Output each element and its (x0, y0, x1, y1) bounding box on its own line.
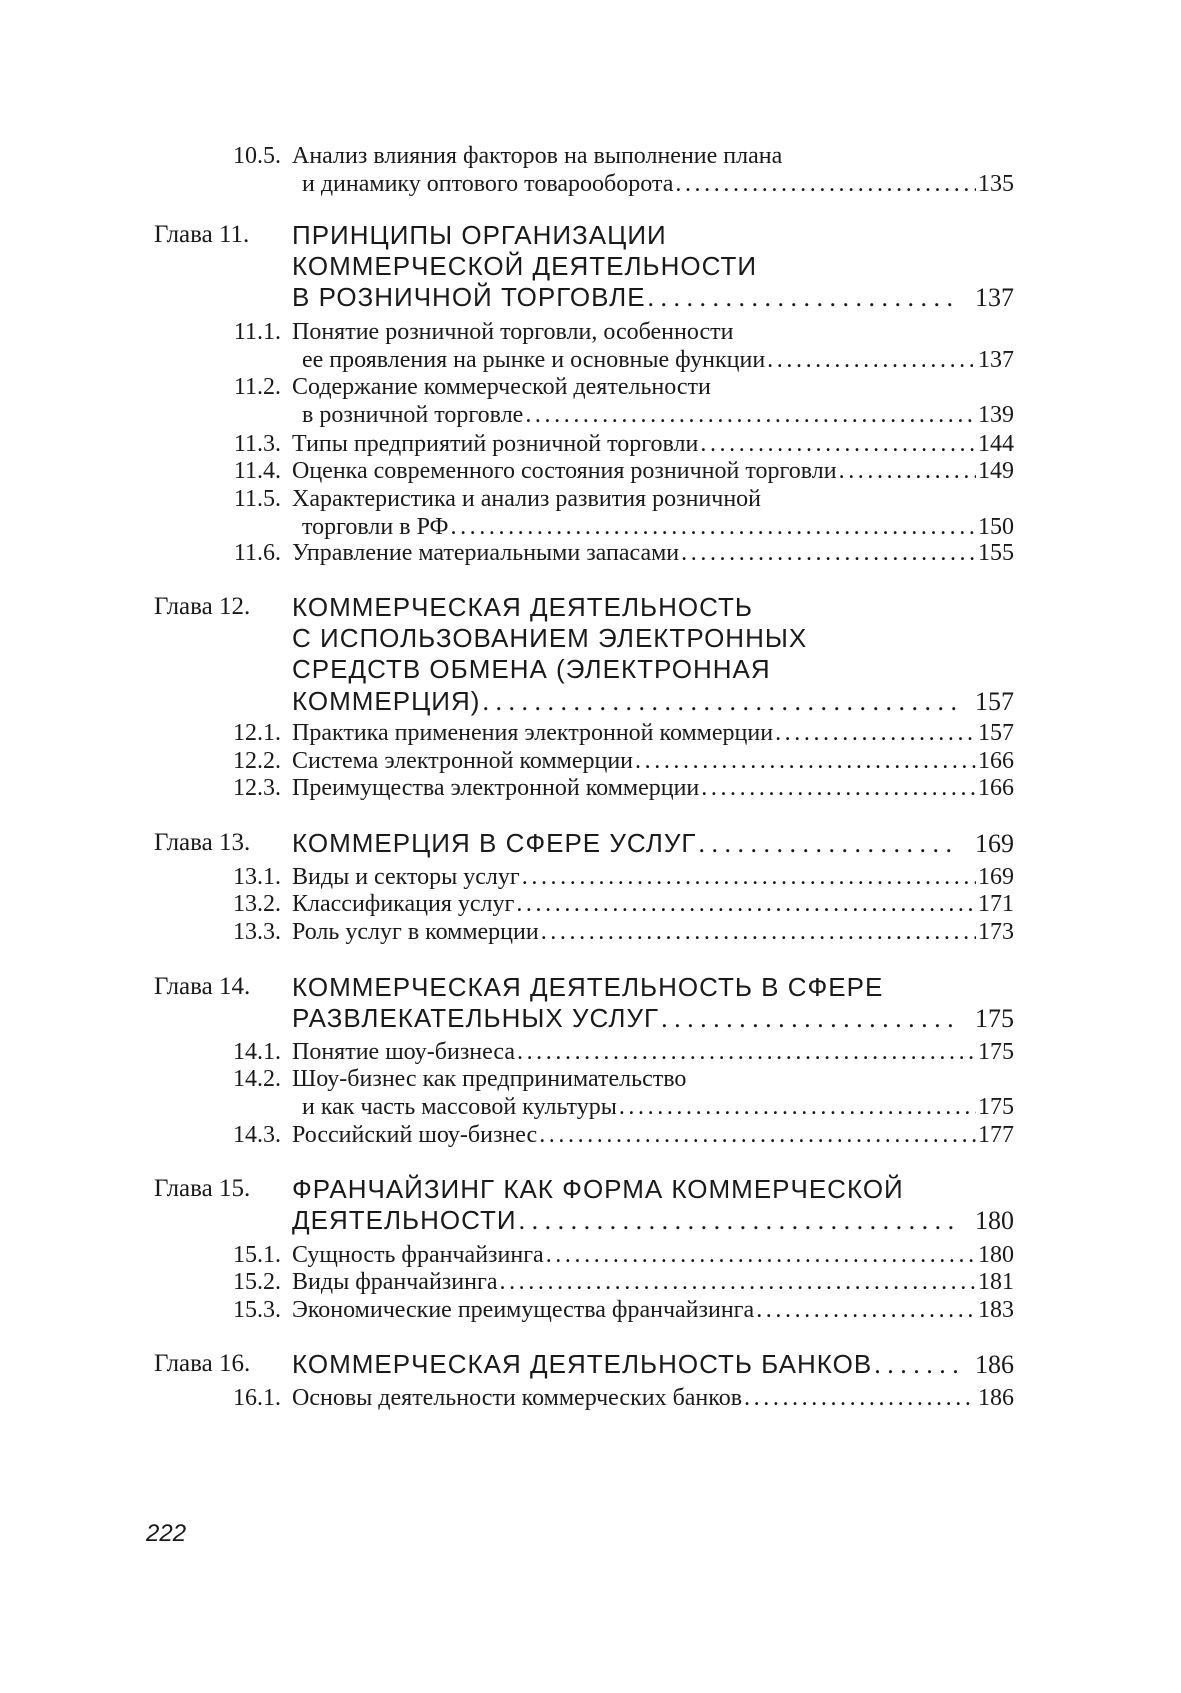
section-number: 11.3. (233, 431, 281, 457)
page-ref: 171 (978, 891, 1014, 917)
section-title (302, 1092, 1014, 1122)
leader-dots (499, 1267, 976, 1297)
chapter-line (154, 249, 1014, 283)
page-ref: 135 (978, 170, 1014, 197)
leader-dots (701, 773, 976, 803)
section-line (154, 400, 1014, 430)
page-ref: 150 (978, 513, 1014, 540)
section-title-text: Управление материальными запасами (292, 540, 680, 566)
chapter-title-text: КОММЕРЧЕСКОЙ ДЕЯТЕЛЬНОСТИ (292, 251, 758, 282)
chapter-label: Глава 15. (154, 1175, 251, 1202)
section-number: 14.2. (233, 1066, 281, 1092)
section-title-text: в розничной торговле (302, 401, 524, 428)
section-number: 15.2. (233, 1269, 281, 1295)
section-title-text: Понятие розничной торговли, особенности (292, 319, 734, 345)
section-line (154, 456, 1014, 486)
page-ref: 186 (978, 1385, 1014, 1411)
page-number: 222 (146, 1520, 187, 1547)
section-line (154, 317, 1014, 347)
section-title-text: Оценка современного состояния розничной торговли (292, 458, 837, 484)
page-ref: 175 (978, 1039, 1014, 1065)
leader-dots (756, 1295, 976, 1325)
section-line (154, 429, 1014, 459)
leader-dots (635, 746, 976, 776)
page-ref: 157 (975, 686, 1014, 716)
chapter-title (292, 826, 1014, 861)
section-number: 11.2. (233, 374, 281, 400)
leader-dots (767, 345, 976, 375)
chapter-title (292, 1001, 1014, 1036)
section-line (154, 889, 1014, 919)
section-title (302, 400, 1014, 430)
section-line (154, 372, 1014, 402)
section-line (154, 1383, 1014, 1413)
section-number: 11.1. (233, 319, 281, 345)
chapter-line (154, 218, 1014, 252)
chapter-label: Глава 14. (154, 973, 251, 1000)
page-ref: 169 (978, 864, 1014, 890)
leader-dots (874, 1348, 959, 1382)
page-ref: 139 (978, 401, 1014, 428)
chapter-label: Глава 11. (154, 221, 250, 248)
section-number: 11.6. (233, 540, 281, 566)
section-title-text: Типы предприятий розничной торговли (292, 431, 699, 457)
section-title (292, 456, 1014, 486)
section-line (154, 773, 1014, 803)
chapter-title-text: В РОЗНИЧНОЙ ТОРГОВЛЕ (292, 282, 646, 313)
section-title (292, 718, 1014, 748)
section-title-text: Система электронной коммерции (292, 748, 634, 774)
chapter-title (292, 1203, 1014, 1238)
section-number: 14.3. (233, 1122, 281, 1148)
section-number: 12.2. (233, 748, 281, 774)
section-line (154, 1120, 1014, 1150)
section-title (292, 917, 1014, 947)
section-title (292, 317, 1014, 347)
section-title (292, 484, 1014, 514)
leader-dots (648, 281, 959, 315)
section-title (302, 169, 1014, 199)
section-number: 11.4. (233, 458, 281, 484)
chapter-line (154, 826, 1014, 860)
page-ref: 186 (975, 1350, 1014, 1379)
chapter-line (154, 684, 1014, 718)
leader-dots (519, 1204, 959, 1238)
section-number: 15.3. (233, 1297, 281, 1323)
section-line (154, 345, 1014, 375)
page-ref: 180 (975, 1206, 1014, 1236)
leader-dots (539, 1120, 976, 1150)
section-line (154, 484, 1014, 514)
chapter-title-text: ПРИНЦИПЫ ОРГАНИЗАЦИИ (292, 220, 667, 250)
section-title-text: торговли в РФ (302, 513, 449, 540)
section-title-text: Сущность франчайзинга (292, 1242, 544, 1268)
chapter-title (292, 621, 1014, 655)
chapter-title-text: ФРАНЧАЙЗИНГ КАК ФОРМА КОММЕРЧЕСКОЙ (292, 1174, 904, 1204)
leader-dots (619, 1092, 976, 1122)
page-ref: 155 (978, 540, 1014, 566)
section-title (292, 1295, 1014, 1325)
leader-dots (775, 718, 976, 748)
page-ref: 175 (975, 1004, 1014, 1034)
chapter-line (154, 621, 1014, 655)
page-ref: 181 (978, 1269, 1014, 1295)
section-title (292, 538, 1014, 568)
section-title-text: Роль услуг в коммерции (292, 919, 539, 945)
section-title-text: Шоу-бизнес как предпринимательство (292, 1066, 687, 1092)
section-title (292, 141, 1014, 171)
section-title-text: Экономические преимущества франчайзинга (292, 1297, 755, 1323)
section-line (154, 1240, 1014, 1270)
section-title (292, 372, 1014, 402)
section-number: 10.5. (233, 143, 281, 169)
leader-dots (516, 889, 976, 919)
leader-dots (522, 862, 976, 892)
section-number: 12.3. (233, 775, 281, 801)
page-ref: 166 (978, 775, 1014, 801)
chapter-label: Глава 13. (154, 829, 251, 856)
leader-dots (698, 827, 959, 861)
section-title-text: Анализ влияния факторов на выполнение плана (292, 143, 783, 169)
section-title-text: Практика применения электронной коммерции (292, 720, 774, 746)
leader-dots (517, 1037, 976, 1067)
section-line (154, 1092, 1014, 1122)
section-line (154, 862, 1014, 892)
chapter-line (154, 1172, 1014, 1206)
leader-dots (661, 1002, 959, 1036)
page-ref: 180 (978, 1242, 1014, 1268)
section-title (302, 345, 1014, 375)
section-title (292, 862, 1014, 892)
section-title-text: и динамику оптового товарооборота (302, 170, 674, 197)
section-title (292, 1240, 1014, 1270)
chapter-label: Глава 12. (154, 593, 251, 620)
chapter-line (154, 280, 1014, 314)
section-number: 13.2. (233, 891, 281, 917)
section-line (154, 746, 1014, 776)
chapter-title (292, 1347, 1014, 1382)
leader-dots (744, 1383, 976, 1413)
leader-dots (681, 538, 976, 568)
chapter-label: Глава 16. (154, 1350, 251, 1377)
section-title (292, 889, 1014, 919)
page-ref: 166 (978, 748, 1014, 774)
section-number: 11.5. (233, 486, 281, 512)
chapter-title (292, 652, 1014, 686)
section-title (292, 746, 1014, 776)
section-number: 13.1. (233, 864, 281, 890)
chapter-line (154, 970, 1014, 1004)
chapter-line (154, 590, 1014, 624)
chapter-line (154, 1347, 1014, 1381)
page-ref: 173 (978, 919, 1014, 945)
section-line (154, 141, 1014, 171)
chapter-line (154, 1001, 1014, 1035)
section-title (292, 773, 1014, 803)
page-ref: 175 (978, 1093, 1014, 1120)
chapter-title-text: С ИСПОЛЬЗОВАНИЕМ ЭЛЕКТРОННЫХ (292, 623, 808, 654)
section-title (292, 1383, 1014, 1413)
section-title-text: Виды и секторы услуг (292, 864, 520, 890)
page-ref: 149 (978, 458, 1014, 484)
chapter-title-text: РАЗВЛЕКАТЕЛЬНЫХ УСЛУГ (292, 1003, 660, 1034)
section-number: 13.3. (233, 919, 281, 945)
leader-dots (546, 1240, 976, 1270)
section-line (154, 538, 1014, 568)
section-number: 12.1. (233, 720, 281, 746)
chapter-title (292, 1172, 1014, 1206)
chapter-title (292, 684, 1014, 719)
section-title-text: Основы деятельности коммерческих банков (292, 1385, 743, 1411)
section-title-text: ее проявления на рынке и основные функции (302, 346, 766, 373)
page-ref: 169 (975, 829, 1014, 858)
leader-dots (839, 456, 976, 486)
section-line (154, 1064, 1014, 1094)
page-ref: 157 (978, 720, 1014, 746)
section-title (292, 1267, 1014, 1297)
section-title-text: Содержание коммерческой деятельности (292, 374, 711, 400)
section-title-text: Виды франчайзинга (292, 1269, 498, 1295)
section-number: 14.1. (233, 1039, 281, 1065)
page-ref: 183 (978, 1297, 1014, 1323)
chapter-line (154, 652, 1014, 686)
section-title (292, 1120, 1014, 1150)
section-line (154, 169, 1014, 199)
chapter-title-text: КОММЕРЧЕСКАЯ ДЕЯТЕЛЬНОСТЬ БАНКОВ (292, 1349, 873, 1379)
section-number: 15.1. (233, 1242, 281, 1268)
section-title-text: Преимущества электронной коммерции (292, 775, 700, 801)
chapter-title-text: КОММЕРЦИЯ В СФЕРЕ УСЛУГ (292, 828, 697, 858)
chapter-title-text: КОММЕРЦИЯ) (292, 685, 481, 716)
chapter-title (292, 249, 1014, 283)
leader-dots (700, 429, 976, 459)
section-title-text: Классификация услуг (292, 891, 515, 917)
leader-dots (482, 685, 959, 719)
leader-dots (525, 400, 976, 430)
chapter-title (292, 590, 1014, 624)
section-title-text: Понятие шоу-бизнеса (292, 1039, 515, 1065)
section-title-text: Российский шоу-бизнес (292, 1122, 538, 1148)
leader-dots (541, 917, 976, 947)
page-ref: 137 (978, 346, 1014, 373)
section-title-text: и как часть массовой культуры (302, 1093, 617, 1120)
section-title-text: Характеристика и анализ развития розничной (292, 486, 762, 512)
page-ref: 177 (978, 1122, 1014, 1148)
section-line (154, 1295, 1014, 1325)
chapter-title (292, 280, 1014, 315)
section-title (292, 429, 1014, 459)
chapter-title (292, 970, 1014, 1004)
leader-dots (675, 169, 976, 199)
chapter-title-text: КОММЕРЧЕСКАЯ ДЕЯТЕЛЬНОСТЬ (292, 592, 753, 622)
section-title (292, 1037, 1014, 1067)
section-title (292, 1064, 1014, 1094)
chapter-title-text: КОММЕРЧЕСКАЯ ДЕЯТЕЛЬНОСТЬ В СФЕРЕ (292, 972, 884, 1002)
section-line (154, 917, 1014, 947)
chapter-title (292, 218, 1014, 252)
page-ref: 144 (978, 431, 1014, 457)
section-line (154, 718, 1014, 748)
section-line (154, 1037, 1014, 1067)
chapter-title-text: СРЕДСТВ ОБМЕНА (ЭЛЕКТРОННАЯ (292, 654, 771, 685)
section-line (154, 1267, 1014, 1297)
chapter-title-text: ДЕЯТЕЛЬНОСТИ (292, 1205, 517, 1236)
section-number: 16.1. (233, 1385, 281, 1411)
chapter-line (154, 1203, 1014, 1237)
page-ref: 137 (975, 283, 1014, 313)
